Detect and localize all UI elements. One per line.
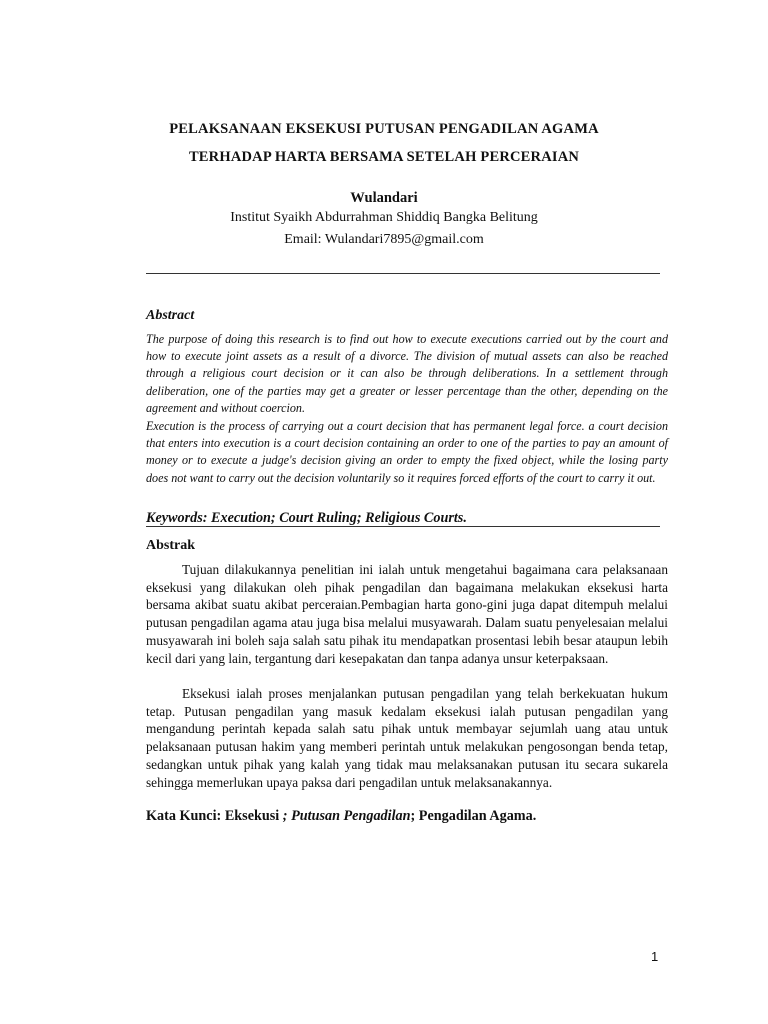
abstract-paragraph-1: The purpose of doing this research is to find out how to execute executions carried out by the court and how to execute joint assets as a result of a divorce. The division of mutual assets can also be reached through a religious court decision or it can also be through deliberations. In a settlement through deliberation, one of the parties may get a greater or lesser percentage than the other, depending on the agreement and without coercion. (146, 332, 668, 415)
abstrak-paragraph-1-text: Tujuan dilakukannya penelitian ini ialah untuk mengetahui bagaimana cara pelaksanaan eksekusi yang dilakukan oleh pihak pengadilan dan bagaimana melakukan eksekusi harta bersama akibat suatu akibat perceraian.Pembagian harta gono-gini juga dapat ditempuh melalui putusan pengadilan agama atau juga bisa melalui musyawarah. Dalam suatu penyelesaian melalui musyawarah ini boleh saja salah satu pihak itu mendapatkan prosentasi lebih besar ataupun lebih kecil dari yang lain, tergantung dari kesepakatan dan tanpa adanya unsur keterpaksaan. (146, 562, 668, 666)
abstract-paragraph-2: Execution is the process of carrying out a court decision that has permanent legal force. a court decision that enters into execution is a court decision containing an order to one of the parties to pay an amount of money or to execute a judge's decision giving an order to empty the fixed object, while the losing party does not want to carry out the decision voluntarily so it requires forced efforts of the court to carry it out. (146, 419, 668, 485)
keywords-english: Keywords: Execution; Court Ruling; Religious Courts. (146, 510, 467, 526)
abstrak-paragraph-2-text: Eksekusi ialah proses menjalankan putusan pengadilan yang telah berkekuatan hukum tetap. Putusan pengadilan yang masuk kedalam eksekusi ialah putusan pengadilan yang mengandung perintah kepada salah satu pihak untuk membayar sejumlah uang atau untuk pelaksanaan putusan hakim yang memberi perintah untuk melakukan pengosongan benda tetap, sedangkan untuk pihak yang kalah yang tidak mau melaksanakan putusan itu secara sukarela sehingga memerlukan upaya paksa dari pengadilan untuk melaksanakannya. (146, 686, 668, 790)
author-email: Email: Wulandari7895@gmail.com (284, 232, 484, 247)
header-divider (146, 273, 660, 274)
keywords-indonesian (146, 808, 536, 825)
kata-kunci-rest: ; Pengadilan Agama. (410, 808, 537, 824)
kata-kunci-italic: ; Putusan Pengadilan (282, 808, 411, 824)
abstract-heading: Abstract (146, 308, 195, 323)
abstrak-paragraph-2 (146, 685, 668, 791)
author-affiliation: Institut Syaikh Abdurrahman Shiddiq Bangka Belitung (230, 210, 538, 225)
abstrak-paragraph-1 (146, 561, 668, 667)
paper-title-line-1: PELAKSANAAN EKSEKUSI PUTUSAN PENGADILAN AGAMA (169, 121, 599, 137)
paper-title-line-2: TERHADAP HARTA BERSAMA SETELAH PERCERAIAN (188, 149, 580, 165)
keywords-divider (146, 526, 660, 527)
author-name: Wulandari (350, 190, 418, 206)
kata-kunci-label: Kata Kunci: Eksekusi (146, 808, 283, 824)
page-number: 1 (651, 949, 659, 964)
abstrak-heading: Abstrak (146, 538, 196, 553)
